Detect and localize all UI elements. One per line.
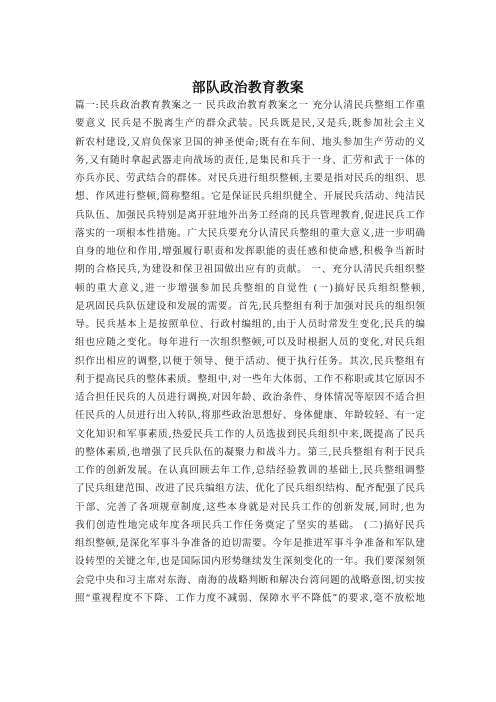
body-line: 任民兵的人员进行出入转队,将那些政治思想好、身体健康、年龄较轻、有一定 [75,410,425,422]
body-line: 了民兵组建范围、改进了民兵编组方法、优化了民兵组织结构、配齐配强了民兵 [75,483,425,495]
body-line: 顿的重大意义,进一步增强参加民兵整组的自觉性 (一)搞好民兵组织整顿, [75,282,425,294]
body-line: 组织整顿,是深化军事斗争准备的迫切需要。今年是推进军事斗争准备和军队建 [75,538,425,549]
body-line: 篇一:民兵政治教育教案之一 民兵政治教育教案之一 充分认清民兵整组工作重 [75,100,425,111]
body-line: 文化知识和军事素质,热爱民兵工作的人员选拔到民兵组织中来,既提高了民兵 [75,428,425,440]
body-line: 亦兵亦民、劳武结合的群体。对民兵进行组织整顿,主要是指对民兵的组织、思 [75,173,425,184]
body-line: 兵队伍、加强民兵特别是离开驻地外出务工经商的民兵管理教育,促进民兵工作 [75,209,425,221]
body-line: 要意义 民兵是不脱离生产的群众武装。民兵既是民,又是兵,既参加社会主义 [75,118,425,130]
body-line: 自身的地位和作用,增强履行职责和发挥职能的责任感和使命感,积极争当新时 [75,246,425,257]
body-line: 务,又有随时拿起武器走向战场的责任,是集民和兵于一身、汇劳和武于一体的 [75,154,425,166]
document-body [75,97,425,608]
body-line: 工作的创新发展。在认真回顾去年工作,总结经验教训的基础上,民兵整组调整 [75,465,425,476]
body-line: 会党中央和习主席对东海、南海的战略判断和解决台湾问题的战略意图,切实按 [75,574,425,586]
body-line: 设转型的关键之年,也是国际国内形势继续发生深刻变化的一年。我们要深刻领 [75,556,425,568]
body-line: 期的合格民兵,为建设和保卫祖国做出应有的贡献。 一、充分认清民兵组织整 [75,264,425,276]
body-line: 落实的一项根本性措施。广大民兵要充分认清民兵整组的重大意义,进一步明确 [75,227,425,239]
body-line: 照“重视程度不下降、工作力度不减弱、保障水平不降低”的要求,毫不放松地 [75,592,425,604]
body-line: 干部、完善了各项规章制度,这些本身就是对民兵工作的创新发展,同时,也为 [75,501,425,513]
body-line: 织作出相应的调整,以便于领导、便于活动、便于执行任务。其次,民兵整组有 [75,355,425,367]
body-line: 新农村建设,又肩负保家卫国的神圣使命;既有在车间、地头参加生产劳动的义 [75,136,425,148]
body-line: 导。民兵基本上是按照单位、行政村编组的,由于人员时常发生变化,民兵的编 [75,319,425,330]
body-line: 利于提高民兵的整体素质。整组中,对一些年大体弱、工作不称职或其它原因不 [75,373,425,385]
document-title: 部队政治教育教案 [192,80,304,96]
body-line: 组也应随之变化。每年进行一次组织整顿,可以及时根据人员的变化,对民兵组 [75,337,425,349]
body-line: 是巩固民兵队伍建设和发展的需要。首先,民兵整组有利于加强对民兵的组织领 [75,300,425,312]
body-line: 的整体素质,也增强了民兵队伍的凝聚力和战斗力。第三,民兵整组有利于民兵 [75,446,425,458]
body-line: 我们创造性地完成年度各项民兵工作任务奠定了坚实的基础。 (二)搞好民兵 [75,519,425,531]
body-line: 想、作风进行整顿,简称整组。它是保证民兵组织健全、开展民兵活动、纯洁民 [75,191,425,203]
body-line: 适合担任民兵的人员进行调换,对因年龄、政治条件、身体情况等原因不适合担 [75,392,425,403]
